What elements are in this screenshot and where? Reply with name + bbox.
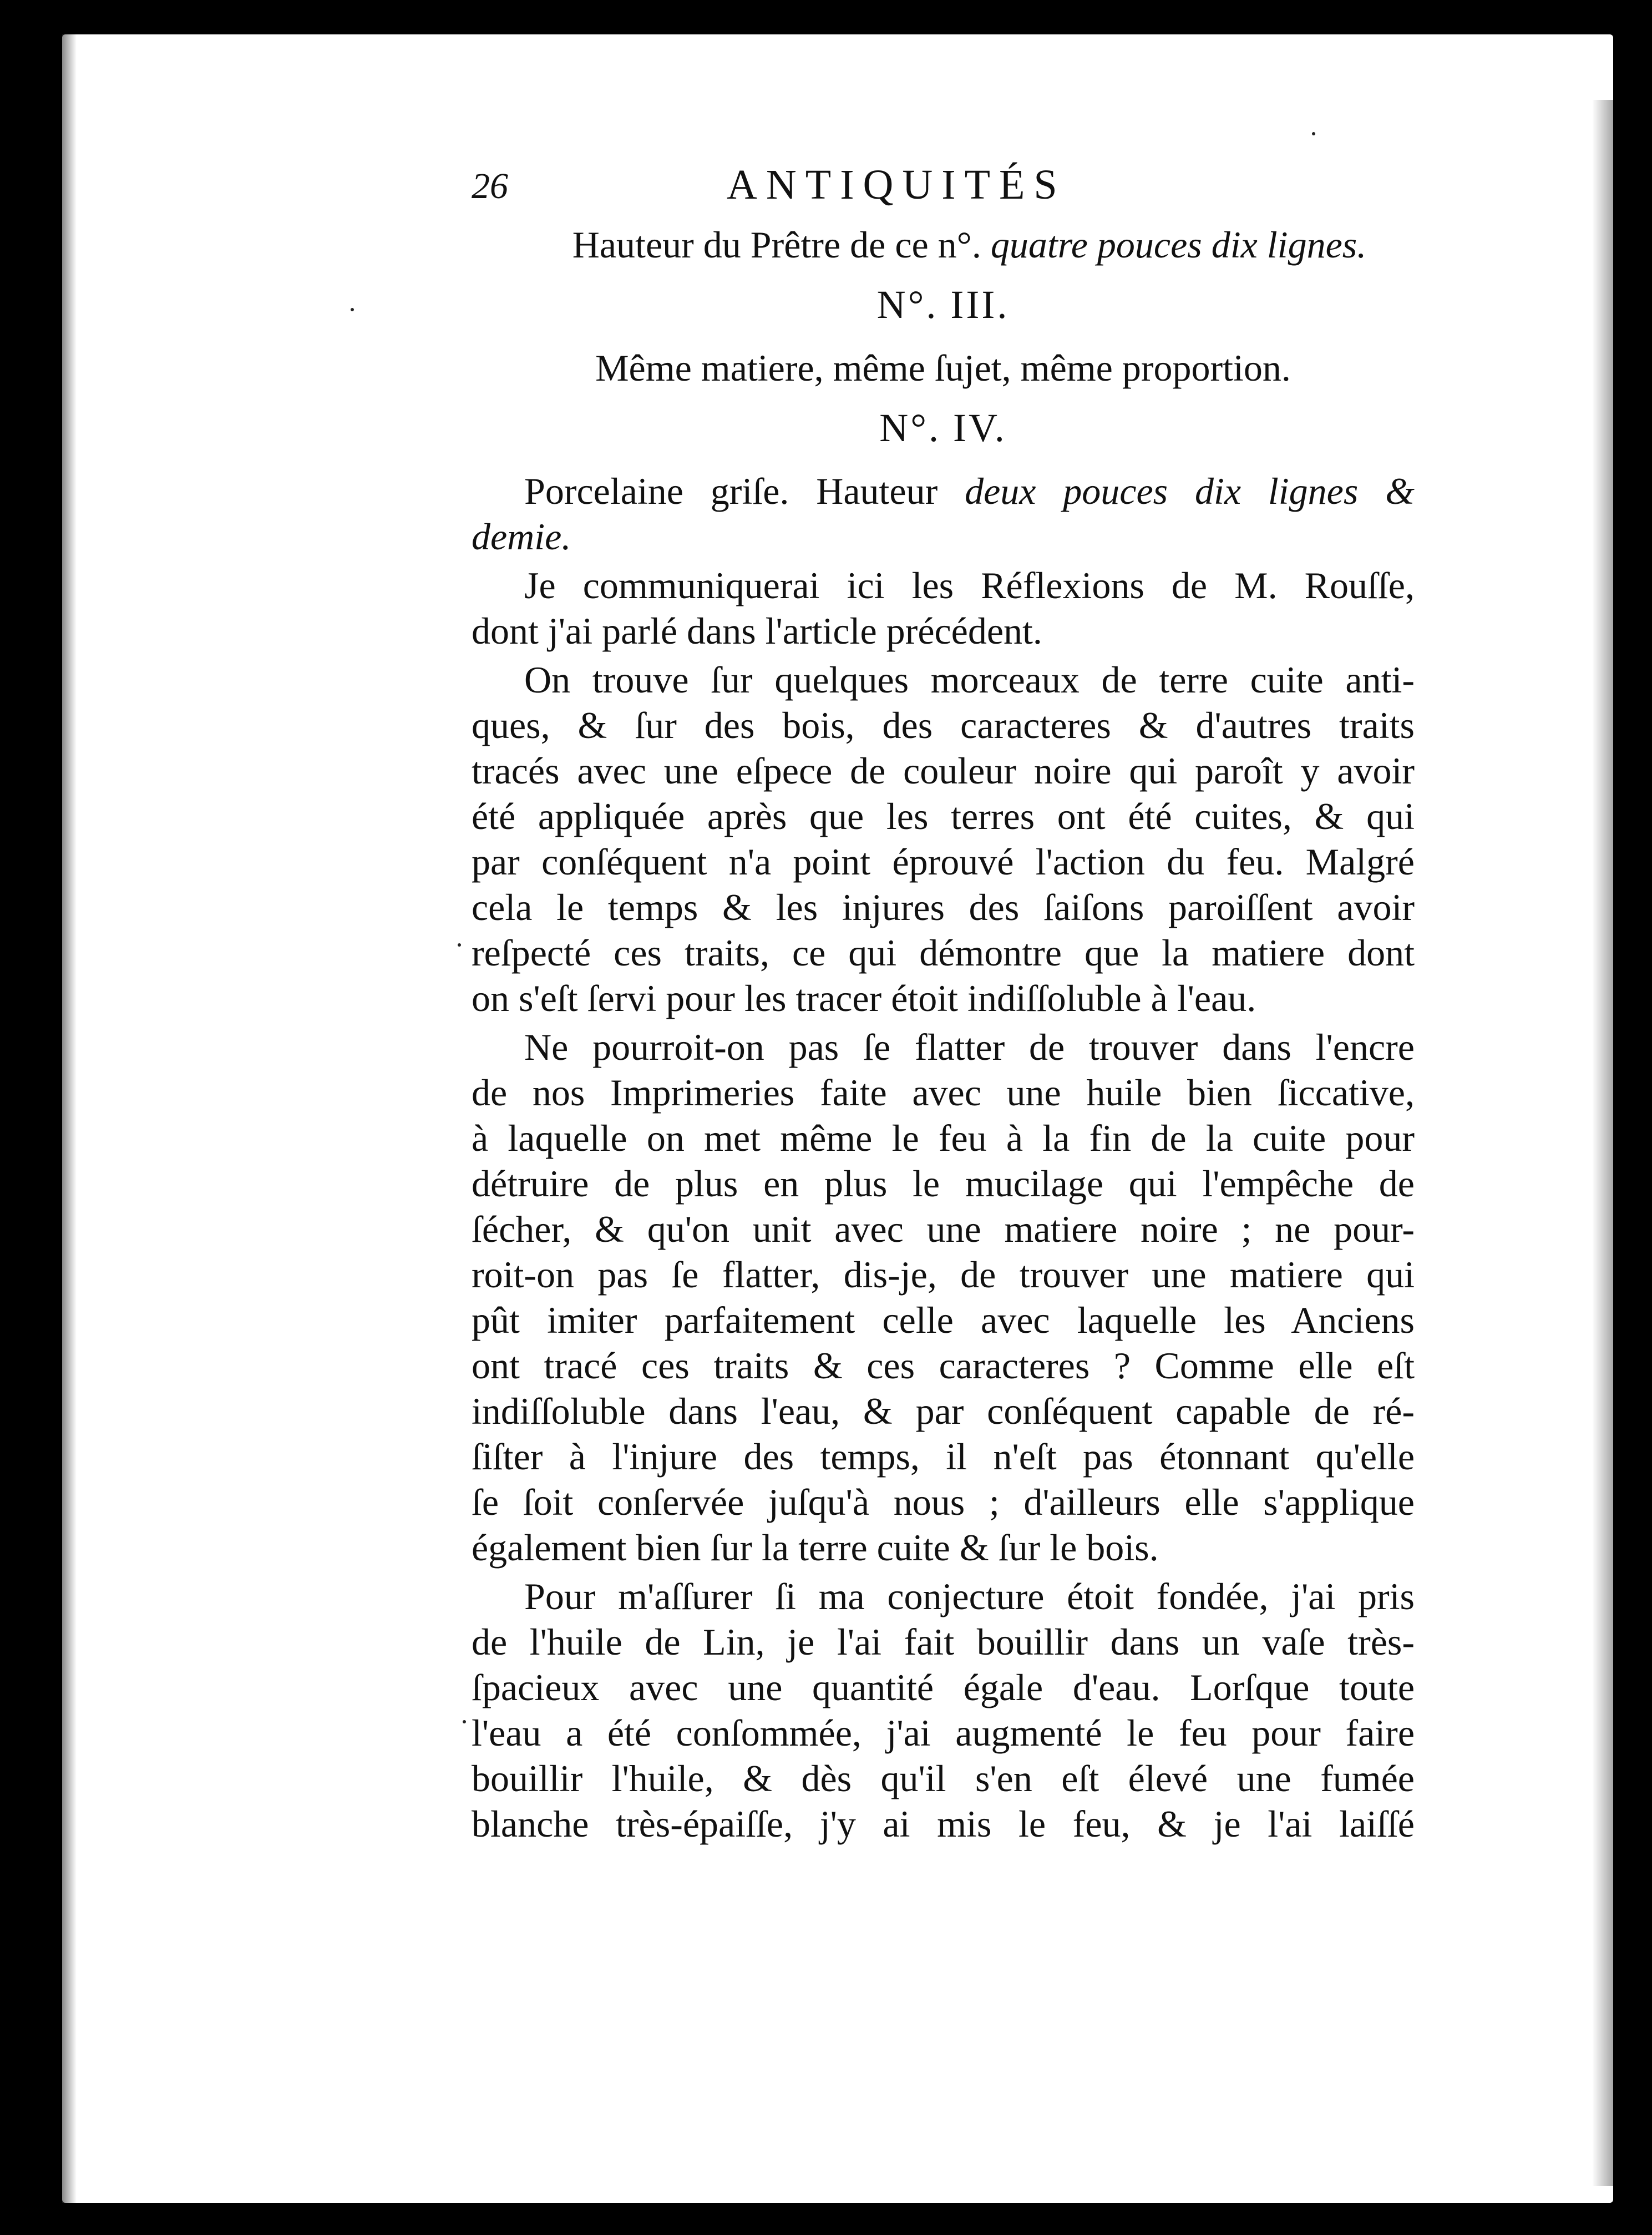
text-line: dont j'ai parlé dans l'article précédent. [472,610,1042,652]
page-number: 26 [472,166,508,206]
text-line: de nos Imprimeries faite avec une huile bien ſiccative, [472,1071,1415,1114]
text-line: Je communiquerai ici les Réflexions de M. Rouſſe, [524,564,1415,606]
text-line: ques, & ſur des bois, des caracteres & d'autres traits [472,704,1415,746]
text-line: été appliquée après que les terres ont été cuites, & qui [472,795,1415,837]
text-line: de l'huile de Lin, je l'ai fait bouillir dans un vaſe très- [472,1621,1415,1663]
section-heading-iv: N°. IV. [879,406,1007,450]
text-line: ſe ſoit conſervée juſqu'à nous ; d'ailleurs elle s'applique [472,1481,1415,1523]
text-line: reſpecté ces traits, ce qui démontre que la matiere dont [472,932,1415,974]
text-line: ſpacieux avec une quantité égale d'eau. Lorſque toute [472,1666,1415,1708]
text-line: blanche très-épaiſſe, j'y ai mis le feu, & je l'ai laiſſé [472,1803,1415,1845]
text-line: indiſſoluble dans l'eau, & par conſéquent capable de ré- [472,1390,1415,1432]
section-heading-iii: N°. III. [876,282,1010,327]
page-shadow-left [62,34,77,2203]
text-line: également bien ſur la terre cuite & ſur le bois. [472,1526,1159,1569]
text-line: Même matiere, même ſujet, même proportion. [595,347,1291,389]
page-shadow-right [1592,100,1613,2186]
speck [1312,132,1315,135]
running-head [472,161,1415,222]
text-line: Hauteur du Prêtre de ce n°. quatre pouces dix lignes. [572,224,1367,266]
speck [458,943,461,947]
page-text [472,161,1415,1847]
text-line: à laquelle on met même le feu à la fin de la cuite pour [472,1117,1415,1159]
text-line: tracés avec une eſpece de couleur noire qui paroît y avoir [472,750,1415,792]
text-line: demie. [472,515,571,558]
speck [351,308,354,311]
text-line: roit-on pas ſe flatter, dis-je, de trouver une matiere qui [472,1253,1415,1296]
text-line: ont tracé ces traits & ces caracteres ? Comme elle eſt [472,1344,1415,1387]
text-line: on s'eſt ſervi pour les tracer étoit indiſſoluble à l'eau. [472,977,1256,1019]
text-line: pût imiter parfaitement celle avec laquelle les Anciens [472,1299,1415,1341]
text-line: ſiſter à l'injure des temps, il n'eſt pas étonnant qu'elle [472,1435,1415,1478]
text-line: cela le temps & les injures des ſaiſons paroiſſent avoir [472,886,1415,928]
text-line: l'eau a été conſommée, j'ai augmenté le feu pour faire [472,1712,1415,1754]
text-line: détruire de plus en plus le mucilage qui l'empêche de [472,1162,1415,1205]
text-line: Ne pourroit-on pas ſe flatter de trouver dans l'encre [524,1026,1415,1068]
speck [463,1720,466,1723]
text-line: ſécher, & qu'on unit avec une matiere noire ; ne pour- [472,1208,1415,1250]
text-line: Porcelaine griſe. Hauteur deux pouces dix lignes & [524,470,1415,512]
text-line: bouillir l'huile, & dès qu'il s'en eſt élevé une fumée [472,1757,1415,1799]
text-line: Pour m'aſſurer ſi ma conjecture étoit fondée, j'ai pris [524,1575,1415,1617]
text-line: On trouve ſur quelques morceaux de terre cuite anti- [524,659,1415,701]
running-title: ANTIQUITÉS [727,161,1066,208]
text-line: par conſéquent n'a point éprouvé l'action du feu. Malgré [472,841,1415,883]
